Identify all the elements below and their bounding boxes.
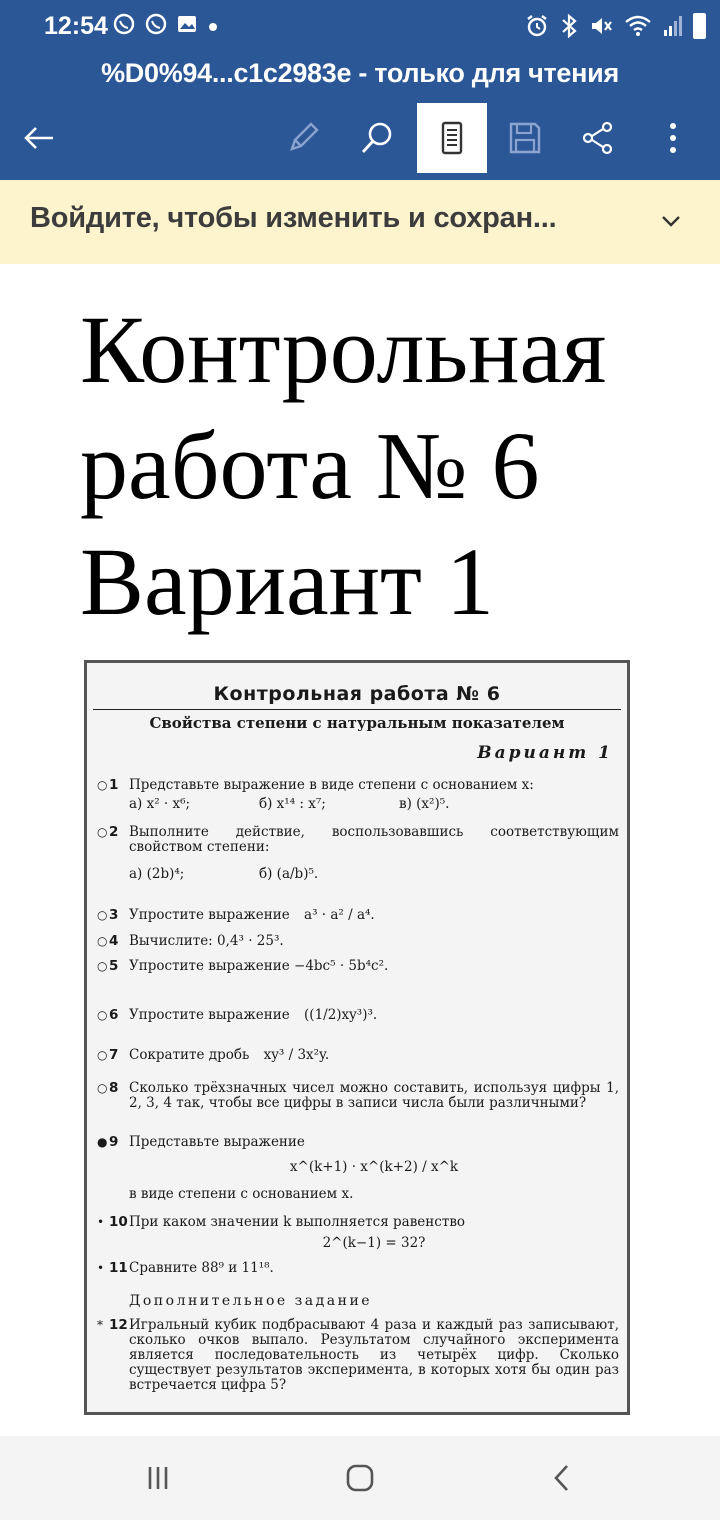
task: ○ 3 Упростите выражение a³ · a² / a⁴. <box>97 907 375 923</box>
back-arrow-icon <box>21 120 57 156</box>
task: ● 9 Представьте выражение x^(k+1) · x^(k+2) / x^k в виде степени с основанием x. <box>97 1134 459 1202</box>
scan-subtitle: Свойства степени с натуральным показателем <box>149 714 565 732</box>
recent-apps-button[interactable] <box>138 1460 178 1496</box>
toolbar <box>0 103 720 173</box>
more-button[interactable] <box>638 103 708 173</box>
wifi-icon <box>623 13 653 39</box>
dot-icon <box>206 14 220 42</box>
system-icons <box>524 13 706 39</box>
heading-line: Контрольная <box>80 296 607 403</box>
task: ○ 6 Упростите выражение ((1/2)xy³)³. <box>97 1007 378 1023</box>
chevron-down-icon[interactable] <box>656 206 686 236</box>
task: ○ 4 Вычислите: 0,4³ · 25³. <box>97 933 284 949</box>
scan-variant: Вариант 1 <box>477 743 613 763</box>
viber-icon <box>144 12 168 44</box>
document-title: %D0%94...c1c2983e - только для чтения <box>101 58 619 88</box>
search-icon <box>359 120 395 156</box>
task: ○ 2 Выполните действие, воспользовавшись соответствующим свойством степени: а) (2b)⁴; б) (a/b)⁵. <box>97 824 619 882</box>
scan-title: Контрольная работа № 6 <box>213 683 501 705</box>
home-icon <box>343 1461 377 1495</box>
nav-back-button[interactable] <box>542 1460 582 1496</box>
battery-icon <box>693 13 706 39</box>
more-vertical-icon <box>655 120 691 156</box>
image-icon <box>176 13 198 43</box>
status-bar <box>0 0 720 55</box>
scanned-page-image[interactable] <box>84 660 630 1415</box>
banner-text: Войдите, чтобы изменить и сохран... <box>30 202 557 234</box>
heading-line: работа № 6 <box>80 412 540 519</box>
task: ○ 8 Сколько трёхзначных чисел можно составить, используя цифры 1, 2, 3, 4 так, чтобы все цифры в записи числа были различными? <box>97 1080 619 1111</box>
sign-in-banner[interactable] <box>0 180 720 264</box>
search-button[interactable] <box>342 103 412 173</box>
task: ○ 5 Упростите выражение −4bc⁵ · 5b⁴c². <box>97 958 389 974</box>
viber-icon <box>112 12 136 44</box>
bluetooth-icon <box>559 13 579 39</box>
task: ○ 1 Представьте выражение в виде степени с основанием x: а) x² · x⁶; б) x¹⁴ : x⁷; в) (x²)⁵. <box>97 777 534 812</box>
share-icon <box>580 120 616 156</box>
share-button[interactable] <box>563 103 633 173</box>
app-header <box>0 0 720 180</box>
home-button[interactable] <box>340 1460 380 1496</box>
extra-task-title: Дополнительное задание <box>129 1293 373 1309</box>
save-button[interactable] <box>490 103 560 173</box>
task: ○ 7 Сократите дробь xy³ / 3x²y. <box>97 1047 330 1063</box>
heading-line: Вариант 1 <box>80 528 494 635</box>
task: • 10 При каком значении k выполняется равенство 2^(k−1) = 32? <box>97 1214 466 1251</box>
signal-icon <box>662 13 684 39</box>
task: • 11 Сравните 88⁹ и 11¹⁸. <box>97 1260 274 1276</box>
document-heading <box>80 292 700 640</box>
nav-back-icon <box>545 1461 579 1495</box>
navigation-bar <box>0 1436 720 1520</box>
alarm-icon <box>524 13 550 39</box>
task: * 12 Игральный кубик подбрасывают 4 раза и каждый раз записывают, сколько очков выпало. Результатом случайного эксперимента является последовательность из четырёх цифр. Сколько существует результатов эксперимента, в которых хотя бы один раз встречается цифра 5? <box>97 1317 619 1393</box>
divider <box>93 709 621 710</box>
edit-button[interactable] <box>268 103 338 173</box>
back-button[interactable] <box>4 103 74 173</box>
mute-icon <box>588 13 614 39</box>
reading-view-button[interactable] <box>417 103 487 173</box>
recent-apps-icon <box>141 1461 175 1495</box>
pencil-icon <box>285 120 321 156</box>
save-icon <box>507 120 543 156</box>
notification-icons <box>112 12 220 44</box>
status-time: 12:54 <box>44 12 108 40</box>
reading-view-icon <box>434 120 470 156</box>
